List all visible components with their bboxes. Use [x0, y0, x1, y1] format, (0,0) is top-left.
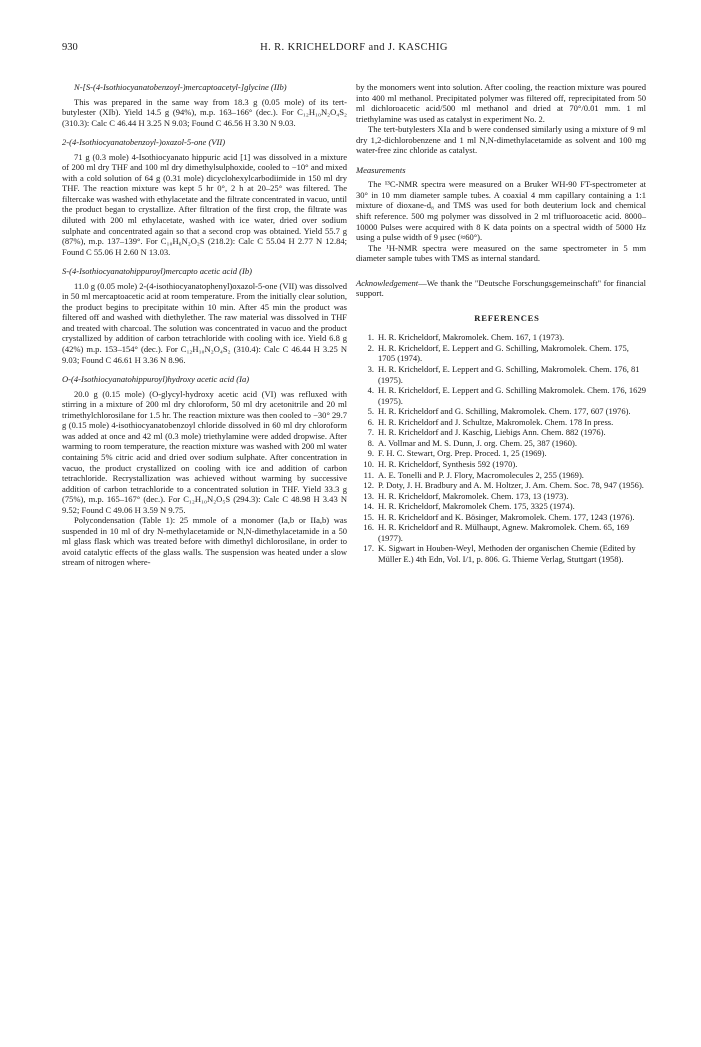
right-column: [356, 82, 646, 564]
paragraph-vii-prep: 71 g (0.3 mole) 4-Isothiocyanato hippuric acid [1] was dissolved in a mixture of 200 ml dry THF and 100 ml dry dimethylsulphoxide, cooled to −10° and mixed with a cold solution of 64 g (0.31 mole) dicyclohexylcarbodiimide in 150 ml dry THF. The reaction mixture was kept 5 hr 0°, 2 h at 20–25° was filtered. The filtercake was washed with ethylacetate and the filtrate concentrated in vacuo, until the product began to crystallize. After filtration of the first crop, the filtrate was diluted with 200 ml ethylacetate, washed with ice water, dried over sodium sulphate and concentrated again so that a second crop was obtained. Yield 55.7 g (87%), m.p. 137–139°. For C₁₀H₆N₂O₂S (218.2): Calc C 55.04 H 2.77 N 12.84; Found C 55.06 H 2.60 N 13.03.: [62, 151, 347, 257]
reference-text: A. Vollmar and M. S. Dunn, J. org. Chem. 25, 387 (1960).: [378, 437, 577, 448]
reference-number: 13.: [363, 490, 374, 501]
reference-text: H. R. Kricheldorf, Synthesis 592 (1970).: [378, 458, 518, 469]
reference-text: H. R. Kricheldorf, Makromolek. Chem. 167, 1 (1973).: [378, 332, 565, 343]
reference-number: 11.: [363, 469, 374, 480]
acknowledgement-text: —We thank the "Deutsche Forschungsgemeinschaft" for financial support.: [356, 277, 646, 299]
reference-text: H. R. Kricheldorf, E. Leppert and G. Schilling Makromolek. Chem. 176, 1629 (1975).: [378, 385, 646, 406]
reference-number: 2.: [367, 342, 374, 353]
section-heading-vii: 2-(4-Isothiocyanatobenzoyl-)oxazol-5-one (VII): [62, 137, 226, 148]
paragraph-13c-nmr: The ¹³C-NMR spectra were measured on a Bruker WH-90 FT-spectrometer at 30° in 10 mm diameter sample tubes. A coaxial 4 mm capillary containing a 1:1 mixture of dioxane-d₈ and TMS was used for both deuterium lock and chemical shift reference. 500 mg polymer was dissolved in 2 ml trifluoroacetic acid. 8000–10000 Pulses were acquired with 8 K data points on a spectral width of 5000 Hz using a pulse width of 9 μsec (≈60°).: [356, 179, 646, 243]
section-heading-ia: O-(4-Isothiocyanatohippuroyl)hydroxy acetic acid (Ia): [62, 374, 250, 385]
acknowledgement: [356, 278, 646, 299]
paragraph-ib-prep: 11.0 g (0.05 mole) 2-(4-isothiocyanatophenyl)oxazol-5-one (VII) was dissolved in 50 ml mercaptoacetic acid at room temperature. From the initially clear solution, the product begins to precipitate within 10 min. After 45 min the product was filtered off and washed with diethylether. The raw material was dissolved in THF and treated with charcoal. The solution was concentrated in vacuo and the product crystallized by addition of carbon tetrachloride with cooling with ice. Yield 6.8 g (42%) m.p. 153–154° (dec.). For C₁₂H₁₀N₂O₄S₂ (310.4): Calc C 46.44 H 3.25 N 9.03; Found C 46.61 H 3.36 N 8.96.: [62, 280, 347, 365]
section-heading-iib: N-[S-(4-Isothiocyanatobenzoyl-)mercaptoacetyl-]glycine (IIb): [74, 82, 287, 92]
page-header: [62, 42, 646, 56]
running-head: H. R. KRICHELDORF and J. KASCHIG: [260, 42, 448, 53]
reference-text: H. R. Kricheldorf and J. Kaschig, Liebigs Ann. Chem. 882 (1976).: [378, 427, 606, 438]
reference-item: [356, 438, 646, 449]
reference-item: [356, 501, 646, 512]
paragraph-ia-prep: 20.0 g (0.15 mole) (O-glycyl-hydroxy acetic acid (VI) was refluxed with stirring in a mixture of 200 ml dry chloroform, 50 ml dry acetonitrile and 20 ml trimethylchlorosilane for 1.5 hr. The reaction mixture was then cooled to −30° 29.7 g (0.15 mole) 4-isothiocyanatobenzoyl chloride dissolved in 60 ml dry chloroform was added at once and 42 ml (0.3 mole) triethylamine were added dropwise. After warming to room temperature, the reaction mixture was washed with 200 ml water containing 5% citric acid and dried over sodium sulphate. After concentration in vacuo, the product crystallized on cooling with ice and addition of carbon tetrachloride. Recrystallization was achieved without warming by successive addition of carbon tetrachloride to a concentrated solution in THF. Yield 33.3 g (75%), m.p. 165–167° (dec.). For C₁₂H₁₀N₂O₅S (294.3): Calc C 48.98 H 3.43 N 9.52; Found C 49.06 H 3.59 N 9.75.: [62, 388, 347, 515]
reference-item: [356, 364, 646, 385]
reference-item: [356, 470, 646, 481]
reference-number: 9.: [367, 448, 374, 459]
reference-text: H. R. Kricheldorf, E. Leppert and G. Schilling, Makromolek. Chem. 176, 81 (1975).: [378, 364, 640, 385]
reference-text: H. R. Kricheldorf, Makromolek. Chem. 173, 13 (1973).: [378, 490, 569, 501]
reference-item: [356, 343, 646, 364]
reference-item: [356, 543, 646, 564]
reference-text: H. R. Kricheldorf, Makromolek Chem. 175, 3325 (1974).: [378, 501, 575, 512]
reference-text: H. R. Kricheldorf, E. Leppert and G. Schilling, Makromolek. Chem. 175, 1705 (1974).: [378, 342, 629, 364]
references-list: [356, 332, 646, 564]
reference-text: F. H. C. Stewart, Org. Prep. Proced. 1, 25 (1969).: [378, 448, 547, 459]
paragraph-iib-prep: This was prepared in the same way from 18.3 g (0.05 mole) of its tert-butylester (XIb). Yield 14.5 g (94%), m.p. 163–166° (dec.). For C₁₂H₁₀N₂O₄S₂ (310.3): Calc C 46.44 H 3.25 N 9.03; Found C 46.56 H 3.30 N 9.03.: [62, 96, 347, 128]
reference-text: K. Sigwart in Houben-Weyl, Methoden der organischen Chemie (Edited by Müller E.) 4th Edn, Vol. I/1, p. 806. G. Thieme Verlag, Stuttgart (1958).: [378, 543, 636, 564]
reference-number: 15.: [363, 511, 374, 522]
references-title: REFERENCES: [474, 312, 540, 323]
acknowledgement-label: Acknowledgement: [356, 277, 419, 288]
reference-number: 8.: [367, 437, 374, 448]
reference-item: [356, 406, 646, 417]
reference-item: [356, 459, 646, 470]
paragraph-1h-nmr: The ¹H-NMR spectra were measured on the same spectrometer in 5 mm diameter sample tubes with TMS as internal standard.: [356, 242, 646, 264]
reference-text: P. Doty, J. H. Bradbury and A. M. Holtzer, J. Am. Chem. Soc. 78, 947 (1956).: [378, 480, 644, 491]
reference-text: H. R. Kricheldorf and K. Bösinger, Makromolek. Chem. 177, 1243 (1976).: [378, 511, 635, 522]
left-column: [62, 82, 347, 568]
reference-item: [356, 491, 646, 502]
section-heading-ib: S-(4-Isothiocyanatohippuroyl)mercapto acetic acid (Ib): [62, 266, 252, 277]
reference-number: 10.: [363, 458, 374, 469]
page-number: 930: [62, 42, 78, 53]
reference-item: [356, 512, 646, 523]
paragraph-tert-butylesters: The tert-butylesters XIa and b were condensed similarly using a mixture of 9 ml dry 1,2-dichlorobenzene and 1 ml N,N-dimethylacetamide as solvent and 100 mg water-free zinc chloride as catalyst.: [356, 124, 646, 156]
reference-number: 1.: [367, 332, 374, 343]
reference-number: 17.: [363, 543, 374, 554]
reference-number: 4.: [367, 385, 374, 396]
reference-number: 16.: [363, 522, 374, 533]
reference-text: H. R. Kricheldorf and G. Schilling, Makromolek. Chem. 177, 607 (1976).: [378, 406, 631, 417]
reference-text: H. R. Kricheldorf and R. Mülhaupt, Agnew. Makromolek. Chem. 65, 169 (1977).: [378, 522, 630, 543]
reference-text: H. R. Kricheldorf and J. Schultze, Makromolek. Chem. 178 In press.: [378, 416, 614, 427]
reference-number: 3.: [367, 364, 374, 375]
reference-item: [356, 385, 646, 406]
reference-item: [356, 332, 646, 343]
reference-number: 7.: [367, 427, 374, 438]
reference-item: [356, 448, 646, 459]
paragraph-continued: by the monomers went into solution. After cooling, the reaction mixture was poured into 400 ml methanol. Precipitated polymer was filtered off, reprecipitated from 50 ml dichloroacetic acid/500 ml methanol and dried at 70°/0.01 mm. 1 ml triethylamine was used as catalyst in experiment No. 2.: [356, 82, 646, 124]
section-heading-measurements: Measurements: [356, 164, 406, 175]
reference-item: [356, 522, 646, 543]
reference-number: 14.: [363, 501, 374, 512]
paragraph-polycondensation: Polycondensation (Table 1): 25 mmole of a monomer (Ia,b or IIa,b) was suspended in 10 ml of dry N-methylacetamide or N,N-dimethylacetamide in a 50 ml glass flask which was treated before with dimethyl dichlorosilane, in order to avoid catalytic effects of the glass walls. The suspension was heated under a slow stream of nitrogen where-: [62, 515, 347, 568]
reference-text: A. E. Tonelli and P. J. Flory, Macromolecules 2, 255 (1969).: [378, 469, 584, 480]
reference-number: 5.: [367, 406, 374, 417]
reference-item: [356, 417, 646, 428]
reference-number: 6.: [367, 416, 374, 427]
reference-item: [356, 427, 646, 438]
reference-number: 12.: [363, 480, 374, 491]
reference-item: [356, 480, 646, 491]
